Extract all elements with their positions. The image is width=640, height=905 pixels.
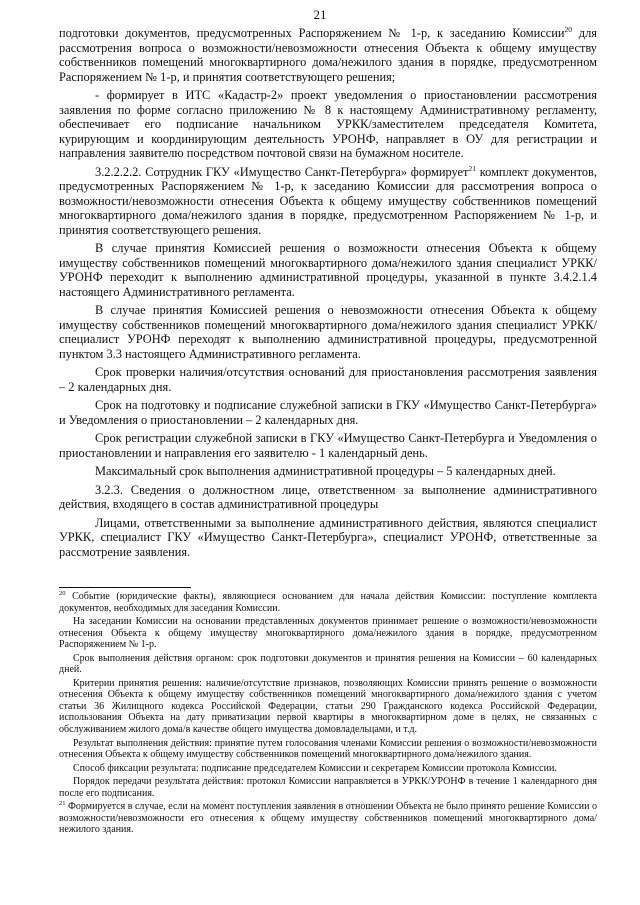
- paragraph: Лицами, ответственными за выполнение административного действия, являются специалист УРКК, специалист ГКУ «Имущество Санкт-Петербурга», специалист УРОНФ, ответственные за рассмотрение заявления.: [59, 515, 597, 559]
- paragraph: Максимальный срок выполнения административной процедуры – 5 календарных дней.: [95, 464, 556, 478]
- footnote-paragraph: Способ фиксации результата: подписание председателем Комиссии и секретарем Комиссии протокола Комиссии.: [73, 762, 557, 774]
- footnote-marker-21: 21: [59, 800, 66, 808]
- footnote-21: [59, 801, 597, 836]
- footnote-text: Событие (юридические факты), являющиеся основанием для начала действия Комиссии: поступление комплекта документов, необходимых для заседания Комиссии.: [59, 591, 597, 614]
- paragraph-section-3-2-3: 3.2.3. Сведения о должностном лице, ответственном за выполнение административного действия, входящего в состав административной процедуры: [59, 482, 597, 511]
- footnote-paragraph: Критерии принятия решения: наличие/отсутствие признаков, позволяющих Комиссии принять решение о возможности отнесения Объекта к общему имуществу собственников помещений многоквартирного дома/нежилого здания с учетом статьи 36 Жилищного кодекса Российской Федерации, статьи 290 Гражданского кодекса Российской Федерации, использования Объекта на дату приватизации первой квартиры в многоквартирном доме в целях, не связанных с обслуживанием жилого дома/в качестве общего имущества домовладельцами, и т.д.: [59, 677, 597, 736]
- paragraph: - формирует в ИТС «Кадастр-2» проект уведомления о приостановлении рассмотрения заявления по форме согласно приложению № 8 к настоящему Административному регламенту, обеспечивает его подписание начальником УРКК/заместителем председателя Комитета, курирующим и координирующим деятельность УРОНФ, направляет в ОУ для регистрации и направления заявителю посредством почтовой связи на бумажном носителе.: [59, 88, 597, 160]
- footnote-ref-20[interactable]: 20: [564, 25, 573, 34]
- page-number: 21: [313, 7, 327, 22]
- paragraph-text: комплект документов, предусмотренных Распоряжением № 1-р, к заседанию Комиссии для рассмотрения вопроса о возможности/невозможности отнесения Объекта к общему имуществу собственников помещений многоквартирного дома/нежилого здания в порядке, предусмотренном Распоряжением № 1-р, и принятия соответствующего решения.: [59, 164, 597, 237]
- footnotes: [59, 591, 597, 838]
- footnote-text: Формируется в случае, если на момент поступления заявления в отношении Объекта не было принято решение Комиссии о возможности/невозможности его отнесения к общему имуществу собственников помещений многоквартирного дома/нежилого здания.: [59, 801, 597, 836]
- paragraph-text: для рассмотрения вопроса о возможности/невозможности отнесения Объекта к общему имуществу собственников помещений многоквартирного дома/нежилого здания в порядке, предусмотренном Распоряжением № 1-р, и принятия соответствующего решения;: [59, 26, 597, 84]
- paragraph-text: 3.2.2.2.2. Сотрудник ГКУ «Имущество Санкт-Петербурга» формирует: [95, 164, 469, 179]
- paragraph: Срок на подготовку и подписание служебной записки в ГКУ «Имущество Санкт-Петербурга» и Уведомления о приостановлении – 2 календарных дня.: [59, 398, 597, 427]
- footnote-paragraph: Срок выполнения действия органом: срок подготовки документов и принятия решения на Комиссии – 60 календарных дней.: [59, 652, 597, 676]
- footnote-separator: [59, 587, 191, 588]
- footnote-marker-20: 20: [59, 590, 66, 597]
- paragraph-section-3-2-2-2-2: [59, 165, 597, 238]
- paragraph: Срок регистрации служебной записки в ГКУ «Имущество Санкт-Петербурга и Уведомления о приостановлении и направления его заявителю - 1 календарный день.: [59, 431, 597, 460]
- paragraph: В случае принятия Комиссией решения о возможности отнесения Объекта к общему имуществу собственников помещений многоквартирного дома/нежилого здания специалист УРКК/УРОНФ переходит к выполнению административной процедуры, указанной в пункте 3.4.2.1.4 настоящего Административного регламента.: [59, 241, 597, 299]
- paragraph: Срок проверки наличия/отсутствия оснований для приостановления рассмотрения заявления – 2 календарных дня.: [59, 365, 597, 394]
- footnote-paragraph: Результат выполнения действия: принятие путем голосования членами Комиссии решения о возможности/невозможности отнесения Объекта к общему имуществу собственников помещений многоквартирного дома/нежилого здания.: [59, 737, 597, 761]
- paragraph-continuation: [59, 26, 597, 84]
- footnote-paragraph: Порядок передачи результата действия: протокол Комиссии направляется в УРКК/УРОНФ в течение 1 календарного дня после его подписания.: [59, 776, 597, 799]
- footnote-20: [59, 591, 597, 614]
- paragraph-text: подготовки документов, предусмотренных Распоряжением № 1-р, к заседанию Комиссии: [59, 26, 565, 40]
- footnote-paragraph: На заседании Комиссии на основании представленных документов принимает решение о возможности/невозможности отнесения Объекта к общему имуществу многоквартирного дома/нежилого здания в порядке, предусмотренном Распоряжением № 1-р.: [59, 616, 597, 651]
- footnote-ref-21[interactable]: 21: [468, 163, 476, 173]
- main-text: [59, 26, 597, 563]
- paragraph: В случае принятия Комиссией решения о невозможности отнесения Объекта к общему имуществу собственников помещений многоквартирного дома/нежилого здания специалист УРКК/специалист УРОНФ переходят к выполнению административной процедуры, предусмотренной пунктом 3.3 настоящего Административного регламента.: [59, 303, 597, 361]
